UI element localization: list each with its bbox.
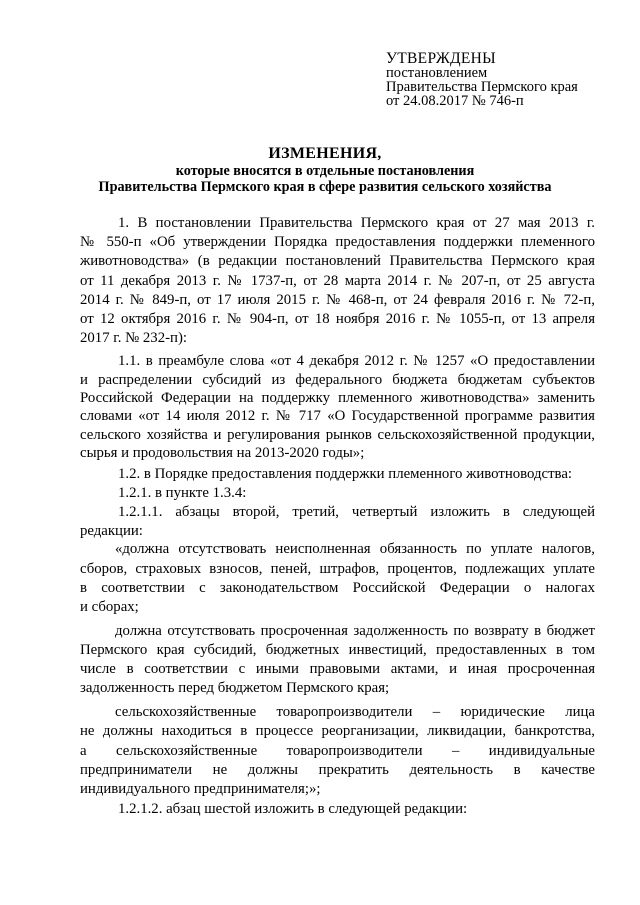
text-line: словами «от 14 июля 2012 г. № 717 «О Государственной программе развития bbox=[80, 408, 595, 425]
text-line: 1.2.1.1. абзацы второй, третий, четвертый изложить в следующей bbox=[118, 503, 595, 520]
text-line: 2017 г. № 232-п): bbox=[80, 330, 187, 347]
document-body bbox=[80, 214, 595, 819]
approval-title: УТВЕРЖДЕНЫ bbox=[386, 50, 496, 67]
text-line: 1.1. в преамбуле слова «от 4 декабря 2012 г. № 1257 «О предоставлении bbox=[118, 353, 595, 370]
paragraph-quote-3 bbox=[80, 703, 595, 819]
text-line: № 550-п «Об утверждении Порядка предоставления поддержки племенного bbox=[80, 234, 595, 251]
approval-line: Правительства Пермского края bbox=[386, 79, 578, 95]
text-line: задолженность перед бюджетом Пермского края; bbox=[80, 680, 390, 697]
text-line: и сборах; bbox=[80, 599, 139, 616]
document-subtitle-line: которые вносятся в отдельные постановления bbox=[175, 163, 475, 179]
text-line: 2014 г. № 849-п, от 17 июля 2015 г. № 468-п, от 24 февраля 2016 г. № 72-п, bbox=[80, 291, 595, 308]
text-line: сборов, страховых взносов, пеней, штрафов, процентов, подлежащих уплате bbox=[80, 560, 595, 577]
text-line: от 12 октября 2016 г. № 904-п, от 18 ноября 2016 г. № 1055-п, от 13 апреля bbox=[80, 311, 595, 328]
approval-stamp bbox=[386, 52, 578, 108]
approval-line: постановлением bbox=[386, 65, 488, 81]
text-line: индивидуального предпринимателя;»; bbox=[80, 781, 321, 798]
text-line: а сельскохозяйственные товаропроизводители – индивидуальные bbox=[80, 742, 595, 759]
text-line: «должна отсутствовать неисполненная обязанность по уплате налогов, bbox=[115, 541, 595, 558]
paragraph-quote-1 bbox=[80, 540, 595, 617]
text-line: 1.2.1.2. абзац шестой изложить в следующей редакции: bbox=[118, 800, 468, 817]
text-line: 1.2.1. в пункте 1.3.4: bbox=[118, 485, 247, 501]
paragraph-3 bbox=[80, 465, 595, 540]
text-line: и распределении субсидий из федерального бюджета бюджетам субъектов bbox=[80, 371, 595, 388]
text-line: Российской Федерации на поддержку племенного животноводства» заменить bbox=[80, 390, 595, 407]
paragraph-quote-2 bbox=[80, 622, 595, 699]
approval-date: от 24.08.2017 № 746-п bbox=[386, 93, 524, 109]
text-line: не должны находиться в процессе реорганизации, ликвидации, банкротства, bbox=[80, 723, 595, 740]
document-subtitle-line: Правительства Пермского края в сфере развития сельского хозяйства bbox=[98, 179, 552, 195]
text-line: животноводства» (в редакции постановлений Правительства Пермского края bbox=[80, 253, 595, 270]
text-line: в соответствии с законодательством Российской Федерации о налогах bbox=[80, 579, 595, 596]
text-line: 1. В постановлении Правительства Пермского края от 27 мая 2013 г. bbox=[118, 215, 595, 231]
text-line: должна отсутствовать просроченная задолженность по возврату в бюджет bbox=[115, 622, 595, 639]
document-heading bbox=[60, 144, 590, 195]
text-line: числе в соответствии с иными правовыми актами, и иная просроченная bbox=[80, 661, 595, 678]
text-line: от 11 декабря 2013 г. № 1737-п, от 28 марта 2014 г. № 207-п, от 25 августа bbox=[80, 272, 595, 289]
paragraph-2 bbox=[80, 352, 595, 462]
text-line: сырья и продовольствия на 2013-2020 годы»; bbox=[80, 444, 365, 461]
text-line: 1.2. в Порядке предоставления поддержки племенного животноводства: bbox=[118, 466, 573, 483]
text-line: сельского хозяйства и регулирования рынков сельскохозяйственной продукции, bbox=[80, 426, 595, 443]
text-line: редакции: bbox=[80, 522, 143, 539]
text-line: предприниматели не должны прекратить деятельность в качестве bbox=[80, 761, 595, 778]
text-line: Пермского края субсидий, бюджетных инвестиций, предоставленных в том bbox=[80, 641, 595, 658]
document-title: ИЗМЕНЕНИЯ, bbox=[268, 145, 382, 162]
paragraph-1 bbox=[80, 214, 595, 348]
text-line: сельскохозяйственные товаропроизводители – юридические лица bbox=[115, 703, 595, 720]
